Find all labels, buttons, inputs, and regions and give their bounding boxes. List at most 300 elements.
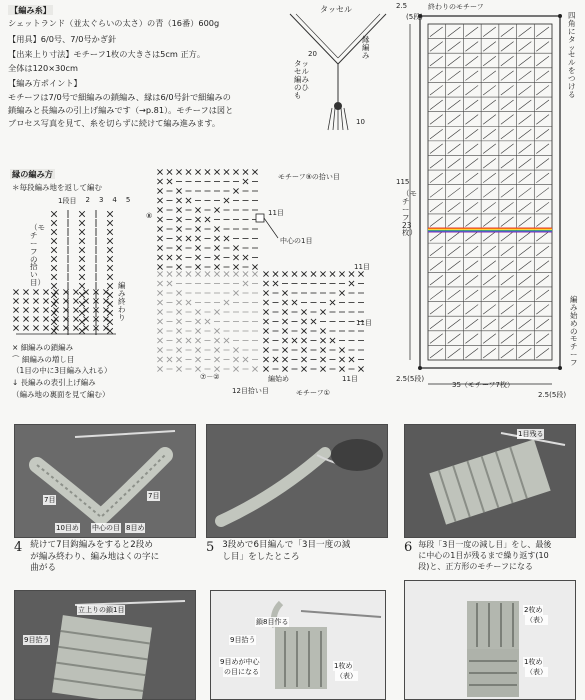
edge-row-stitch: [73, 289, 78, 294]
motif-right-stitch: [301, 328, 306, 333]
edge-stitch: [107, 310, 113, 316]
edge-stitch: [79, 283, 85, 289]
blanket-cell-diag: [448, 246, 461, 256]
edge-row-stitch: [103, 307, 108, 312]
motif-top-stitch: [233, 245, 238, 250]
edge-stitch: [107, 220, 113, 226]
motif-9-pick-label: モチーフ⑨の拾い目: [278, 173, 340, 181]
motif-bottom-stitch: [205, 271, 210, 276]
edge-end-label: 編み終わり: [118, 281, 126, 322]
blanket-cell-diag: [448, 188, 461, 198]
p1-label-b: 7目: [148, 492, 160, 500]
motif-top-stitch: [157, 245, 162, 250]
blanket-cell-diag: [519, 85, 532, 95]
edge-row-stitch: [53, 307, 58, 312]
motif-bottom-stitch: [176, 357, 181, 362]
point-text-1: モチーフは7/0号で細編みの鎖編み、縁は6/0号針で細編みの: [8, 91, 231, 102]
motif-top-stitch: [195, 236, 200, 241]
motif-top-stitch: [214, 226, 219, 231]
motif-top-stitch: [176, 198, 181, 203]
photo-step-5: [206, 424, 388, 538]
motif-bottom-stitch: [214, 366, 219, 371]
motif-top-stitch: [195, 207, 200, 212]
p3-label-a: 1目残る: [518, 430, 544, 438]
motif-top-stitch: [214, 245, 219, 250]
motif-bottom-stitch: [176, 366, 181, 371]
motif-bottom-stitch: [186, 271, 191, 276]
edge-row-stitch: [33, 298, 38, 303]
edge-row-stitch: [53, 298, 58, 303]
motif-bottom-stitch: [214, 328, 219, 333]
motif-right-stitch: [330, 338, 335, 343]
edge-stitch: [107, 283, 113, 289]
edge-row-stitch: [43, 316, 48, 321]
blanket-cell-diag: [536, 85, 549, 95]
motif-top-stitch: [205, 217, 210, 222]
edge-row-stitch: [43, 289, 48, 294]
blanket-cell-diag: [430, 275, 443, 285]
blanket-cell-diag: [483, 188, 496, 198]
edge-row-stitch: [43, 298, 48, 303]
blanket-cell-diag: [519, 319, 532, 329]
motif-bottom-stitch: [157, 366, 162, 371]
blanket-cell-diag: [536, 158, 549, 168]
blanket-cell-diag: [465, 217, 478, 227]
motif-right-stitch: [311, 271, 316, 276]
edge-stitch-chart: [12, 208, 122, 338]
blanket-cell-diag: [501, 42, 514, 52]
blanket-cell-diag: [465, 319, 478, 329]
blanket-cell-diag: [483, 305, 496, 315]
blanket-cell-diag: [430, 261, 443, 271]
motif-top-stitch: [176, 255, 181, 260]
edge-col-1: 1段目: [58, 197, 77, 205]
motif-right-stitch: [292, 300, 297, 305]
motif-top-stitch: [195, 226, 200, 231]
edge-row-stitch: [73, 298, 78, 303]
blanket-width: 35（モチーフ7枚）: [452, 381, 515, 389]
edge-row-stitch: [33, 289, 38, 294]
edge-stitch: [51, 292, 57, 298]
edge-row-stitch: [83, 289, 88, 294]
motif-bottom-stitch: [157, 309, 162, 314]
blanket-cell-diag: [483, 290, 496, 300]
blanket-cell-diag: [536, 56, 549, 66]
edge-row-stitch: [33, 316, 38, 321]
step-5-text-1: 3段めで6目編んで「3目一度の減: [222, 540, 351, 550]
blanket-cell-diag: [501, 100, 514, 110]
edge-row-stitch: [13, 307, 18, 312]
blanket-cell-diag: [465, 115, 478, 125]
motif-right-stitch: [339, 347, 344, 352]
motif-start: 編始め: [268, 375, 289, 383]
p1-label-c: 10目め: [56, 524, 79, 532]
step-4-num: 4: [14, 540, 23, 555]
motif-right-stitch: [349, 357, 354, 362]
blanket-cell-diag: [448, 42, 461, 52]
motif-right-stitch: [263, 290, 268, 295]
blanket-cell-diag: [465, 144, 478, 154]
step-5-num: 5: [206, 540, 215, 555]
motif-top-stitch: [167, 169, 172, 174]
motif-bottom-stitch: [252, 271, 257, 276]
blanket-cell-diag: [483, 129, 496, 139]
motif-top-stitch: [224, 236, 229, 241]
motif-11-a: 11目: [268, 209, 284, 217]
p5-label-f: （表）: [336, 672, 357, 680]
edge-stitch: [107, 292, 113, 298]
motif-bottom-stitch: [157, 319, 162, 324]
blanket-layout: [398, 2, 583, 400]
motif-bottom-stitch: [224, 271, 229, 276]
motif-top-stitch: [186, 236, 191, 241]
motif-right-stitch: [282, 309, 287, 314]
edge-row-stitch: [83, 325, 88, 330]
blanket-cell-diag: [536, 290, 549, 300]
motif-top-stitch: [157, 179, 162, 184]
motif-bottom-stitch: [186, 300, 191, 305]
edge-row-stitch: [73, 316, 78, 321]
blanket-cell-diag: [536, 129, 549, 139]
edge-row-stitch: [23, 307, 28, 312]
legend-1: × 細編みの鎖編み: [12, 343, 74, 352]
blanket-cell-diag: [448, 129, 461, 139]
edge-stitch: [51, 265, 57, 271]
motif-top-stitch: [195, 264, 200, 269]
blanket-cell-diag: [501, 290, 514, 300]
edge-col-2: 2: [85, 196, 90, 204]
blanket-cell-diag: [448, 71, 461, 81]
motif-bottom-stitch: [252, 366, 257, 371]
blanket-cell-diag: [519, 71, 532, 81]
materials-block: [8, 6, 280, 129]
edge-title: [10, 170, 55, 179]
edge-col-4: 4: [112, 196, 117, 204]
blanket-cell-diag: [536, 275, 549, 285]
blanket-cell-diag: [430, 232, 443, 242]
motif-right-stitch: [330, 300, 335, 305]
motif-right-stitch: [301, 309, 306, 314]
photo-step-4: [14, 424, 196, 538]
motif-7-2-label: ⑦－②: [200, 373, 220, 381]
blanket-cell-diag: [501, 115, 514, 125]
blanket-cell-diag: [501, 129, 514, 139]
blanket-cell-diag: [430, 348, 443, 358]
blanket-cell-diag: [483, 115, 496, 125]
motif-right-stitch: [330, 271, 335, 276]
motif-top-stitch: [157, 169, 162, 174]
legend-2: ⌒ 細編みの増し目: [12, 354, 75, 364]
blanket-cell-diag: [519, 275, 532, 285]
motif-bottom-stitch: [214, 271, 219, 276]
blanket-cell-diag: [483, 246, 496, 256]
blanket-cell-diag: [536, 348, 549, 358]
photo-step-6: [404, 424, 576, 538]
blanket-cell-diag: [448, 100, 461, 110]
motif-bottom-stitch: [176, 290, 181, 295]
motif-bottom-stitch: [157, 328, 162, 333]
blanket-cell-diag: [448, 217, 461, 227]
blanket-cell-diag: [519, 173, 532, 183]
edge-row-stitch: [23, 298, 28, 303]
blanket-cell-diag: [483, 144, 496, 154]
motif-top-stitch: [176, 207, 181, 212]
edge-row-stitch: [103, 298, 108, 303]
blanket-cell-diag: [483, 100, 496, 110]
edge-row-stitch: [83, 298, 88, 303]
edge-row-stitch: [73, 325, 78, 330]
edge-col-3: 3: [98, 196, 104, 204]
motif-top-stitch: [157, 207, 162, 212]
edge-stitch: [79, 229, 85, 235]
edge-stitch: [107, 247, 113, 253]
motif-top-stitch: [233, 188, 238, 193]
blanket-cell-diag: [483, 42, 496, 52]
motif-8-label: ⑧: [146, 212, 153, 220]
blanket-cell-diag: [536, 71, 549, 81]
motif-bottom-stitch: [233, 290, 238, 295]
p1-label-a: 7目: [44, 496, 56, 504]
motif-11-c: 11目: [356, 319, 372, 327]
motif-top-stitch: [176, 226, 181, 231]
blanket-cell-diag: [519, 27, 532, 37]
edge-stitch: [107, 328, 113, 334]
motif-bottom-stitch: [176, 328, 181, 333]
motif-right-stitch: [301, 366, 306, 371]
blanket-cell-diag: [448, 305, 461, 315]
motif-top-stitch: [195, 169, 200, 174]
blanket-cell-diag: [483, 348, 496, 358]
step-5-caption: [206, 540, 386, 563]
blanket-cell-diag: [519, 188, 532, 198]
motif-right-stitch: [358, 366, 363, 371]
blanket-cell-diag: [536, 100, 549, 110]
blanket-cell-diag: [536, 188, 549, 198]
blanket-cell-diag: [536, 173, 549, 183]
photo-step-6-art: [405, 425, 575, 537]
edge-stitch: [79, 256, 85, 262]
p5-label-a: 鎖8目作る: [256, 618, 289, 626]
blanket-cell-diag: [465, 42, 478, 52]
blanket-cell-diag: [519, 42, 532, 52]
motif-bottom-stitch: [205, 319, 210, 324]
motif-right-stitch: [273, 357, 278, 362]
blanket-cell-diag: [483, 217, 496, 227]
motif-bottom-stitch: [214, 357, 219, 362]
motif-bottom-stitch: [195, 338, 200, 343]
edge-row-stitch: [23, 316, 28, 321]
motif-right-stitch: [320, 357, 325, 362]
motif-bottom-stitch: [214, 347, 219, 352]
blanket-cell-diag: [465, 27, 478, 37]
edge-stitch: [79, 310, 85, 316]
blanket-cell-diag: [430, 173, 443, 183]
edge-row-stitch: [33, 325, 38, 330]
motif-bottom-stitch: [176, 347, 181, 352]
motif-right-stitch: [282, 319, 287, 324]
blanket-cell-diag: [501, 56, 514, 66]
motif-bottom-stitch: [195, 271, 200, 276]
edge-row-stitch: [23, 325, 28, 330]
motif-right-stitch: [292, 271, 297, 276]
blanket-cell-diag: [501, 71, 514, 81]
motif-bottom-stitch: [195, 357, 200, 362]
blanket-cell-diag: [536, 232, 549, 242]
edge-stitch: [51, 274, 57, 280]
motif-11-b: 11目: [354, 263, 370, 271]
blanket-cell-diag: [501, 202, 514, 212]
blanket-cell-diag: [519, 217, 532, 227]
size-text: 【出来上り寸法】モチーフ1枚の大きさは5cm 正方。: [8, 49, 206, 60]
edge-stitch: [79, 220, 85, 226]
motif-right-stitch: [282, 300, 287, 305]
p5-label-b: 9目拾う: [230, 636, 256, 644]
blanket-cell-diag: [448, 27, 461, 37]
motif-bottom-stitch: [195, 366, 200, 371]
p6-label-d: （表）: [526, 668, 547, 676]
blanket-cell-diag: [483, 261, 496, 271]
motif-right-stitch: [301, 347, 306, 352]
motif-bottom-stitch: [157, 281, 162, 286]
motif-bottom-stitch: [233, 271, 238, 276]
motif-stitch-chart: [148, 162, 380, 400]
motif-bottom-stitch: [157, 357, 162, 362]
step-4-caption: [14, 540, 194, 575]
blanket-cell-diag: [483, 71, 496, 81]
motif-bottom-stitch: [167, 271, 172, 276]
motif-right-stitch: [282, 366, 287, 371]
blanket-cell-diag: [501, 319, 514, 329]
blanket-cell-diag: [536, 319, 549, 329]
blanket-bottom-right: 2.5(5段): [538, 391, 567, 399]
motif-bottom-stitch: [176, 271, 181, 276]
edge-stitch: [107, 265, 113, 271]
edge-stitch: [107, 229, 113, 235]
blanket-cell-diag: [536, 115, 549, 125]
motif-right-stitch: [339, 357, 344, 362]
blanket-cell-diag: [448, 144, 461, 154]
edge-motif-label: （モチーフの拾い目）: [30, 223, 45, 288]
motif-bottom-stitch: [157, 271, 162, 276]
motif-bottom-stitch: [233, 357, 238, 362]
blanket-cell-diag: [448, 173, 461, 183]
motif-right-stitch: [263, 319, 268, 324]
blanket-top-left-sub: (5段): [406, 13, 423, 21]
motif-right-stitch: [320, 328, 325, 333]
blanket-cell-diag: [465, 246, 478, 256]
motif-11-d: 11目: [342, 375, 358, 383]
blanket-bottom-left: 2.5(5段): [396, 375, 425, 383]
motif-right-stitch: [273, 281, 278, 286]
p1-label-d: 中心の目: [92, 524, 120, 532]
blanket-cell-diag: [501, 348, 514, 358]
motif-top-stitch: [176, 264, 181, 269]
edge-row-stitch: [53, 289, 58, 294]
motif-top-stitch: [176, 217, 181, 222]
motif-bottom-stitch: [243, 271, 248, 276]
edge-row-stitch: [13, 289, 18, 294]
motif-top-stitch: [157, 264, 162, 269]
motif-top-stitch: [233, 264, 238, 269]
blanket-corner-note: 四角にタッセルをつける: [568, 11, 576, 99]
motif-top-stitch: [214, 169, 219, 174]
p6-label-a: 2枚め: [524, 606, 543, 614]
blanket-cell-diag: [536, 202, 549, 212]
edge-stitch: [51, 247, 57, 253]
tassel-title: タッセル: [320, 5, 352, 14]
p6-label-b: （表）: [526, 616, 547, 624]
motif-top-stitch: [243, 179, 248, 184]
step-4-text-2: が編み終わり、編み地はくの字に: [30, 551, 160, 562]
edge-row-stitch: [83, 316, 88, 321]
motif-bottom-stitch: [176, 319, 181, 324]
motif-right-stitch: [282, 338, 287, 343]
motif-right-stitch: [263, 366, 268, 371]
legend-5: （編み地の裏面を見て編む）: [12, 389, 110, 399]
edge-stitch: [107, 238, 113, 244]
blanket-cell-diag: [430, 42, 443, 52]
motif-right-stitch: [292, 338, 297, 343]
blanket-cell-diag: [483, 85, 496, 95]
motif-right-stitch: [349, 281, 354, 286]
blanket-cell-diag: [430, 56, 443, 66]
blanket-cell-diag: [448, 115, 461, 125]
edge-row-stitch: [103, 289, 108, 294]
motif-right-stitch: [263, 271, 268, 276]
photo-step-7: [14, 590, 196, 700]
edge-row-stitch: [13, 316, 18, 321]
motif-bottom-stitch: [195, 319, 200, 324]
motif-bottom-stitch: [176, 309, 181, 314]
motif-right-stitch: [263, 338, 268, 343]
motif-bottom-stitch: [176, 300, 181, 305]
motif-bottom-stitch: [157, 338, 162, 343]
photo-step-8: [210, 590, 386, 700]
blanket-cell-diag: [501, 217, 514, 227]
blanket-cell-diag: [465, 173, 478, 183]
motif-bottom-stitch: [214, 338, 219, 343]
blanket-cell-diag: [430, 71, 443, 81]
step-4-text-3: 曲がる: [30, 563, 57, 574]
motif-top-stitch: [176, 236, 181, 241]
step-6-text-1: 毎段「3目一度の減し目」をし、最後: [418, 540, 552, 549]
blanket-cell-diag: [430, 85, 443, 95]
edge-row-stitch: [33, 307, 38, 312]
motif-right-stitch: [282, 357, 287, 362]
edge-title-text: 縁の編み方: [12, 169, 53, 179]
motif-top-stitch: [214, 255, 219, 260]
blanket-cell-diag: [536, 217, 549, 227]
blanket-cell-diag: [519, 158, 532, 168]
motif-bottom-stitch: [157, 347, 162, 352]
blanket-cell-diag: [465, 261, 478, 271]
motif-bottom-stitch: [157, 290, 162, 295]
blanket-cell-diag: [483, 173, 496, 183]
motif-right-stitch: [282, 328, 287, 333]
blanket-end-motif: 終わりのモチーフ: [428, 3, 484, 11]
blanket-cell-diag: [483, 202, 496, 212]
motif-right-stitch: [263, 347, 268, 352]
edge-stitch: [51, 310, 57, 316]
blanket-cell-diag: [483, 56, 496, 66]
edge-stitch: [51, 238, 57, 244]
blanket-cell-diag: [465, 85, 478, 95]
motif-top-stitch: [157, 255, 162, 260]
edge-stitch: [79, 319, 85, 325]
motif-right-stitch: [320, 366, 325, 371]
tassel-label-20: 20: [308, 50, 317, 58]
edge-stitch: [107, 256, 113, 262]
